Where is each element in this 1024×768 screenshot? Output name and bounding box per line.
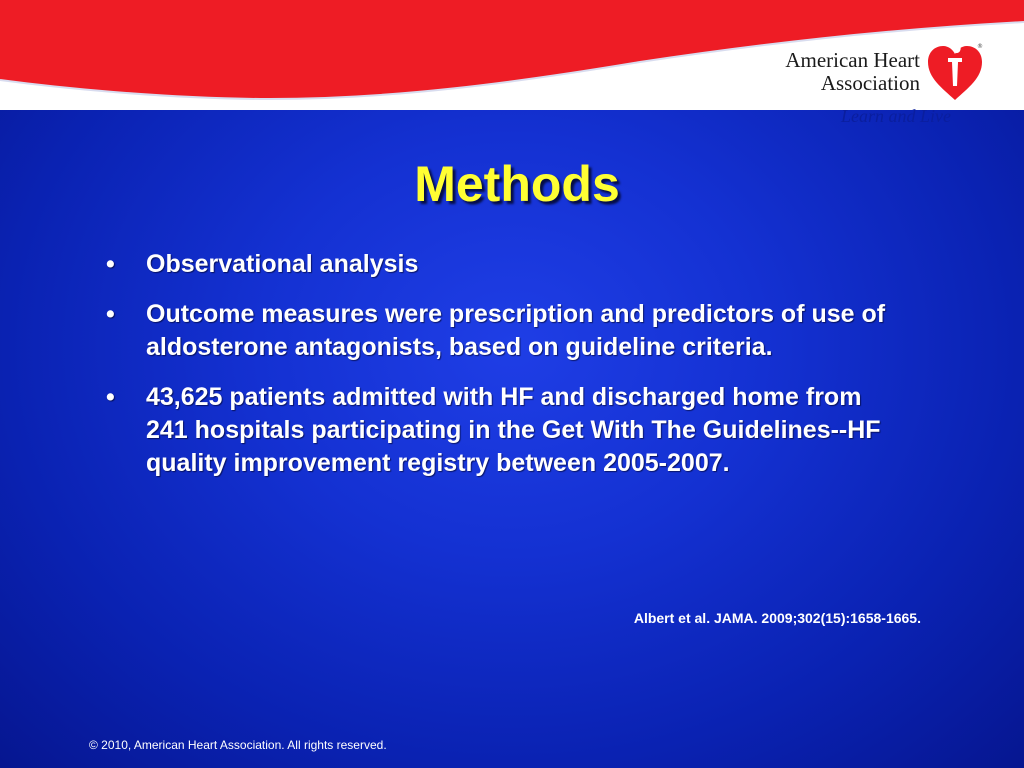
logo-tagline: Learn and Live	[841, 106, 951, 126]
aha-logo	[762, 38, 1002, 133]
bullet-item	[104, 298, 904, 364]
bullet-text: Outcome measures were prescription and predictors of use of aldosterone antagonists, based on guideline criteria.	[146, 300, 886, 361]
bullet-dot-icon: •	[106, 383, 115, 411]
slide-title: Methods	[414, 156, 620, 212]
logo-text-line1: American Heart	[785, 48, 920, 72]
citation: Albert et al. JAMA. 2009;302(15):1658-1665.	[633, 610, 921, 626]
bullet-item	[104, 248, 904, 281]
logo-text-line2: Association	[820, 71, 920, 95]
bullet-item	[104, 381, 904, 480]
bullet-text: 43,625 patients admitted with HF and discharged home from 241 hospitals participating in the Get With The Guidelines--HF quality improvement registry between 2005-2007.	[146, 383, 881, 477]
bullet-list	[104, 248, 904, 497]
svg-text:®: ®	[977, 43, 983, 50]
heart-torch-icon	[924, 38, 986, 104]
bullet-dot-icon: •	[106, 300, 115, 328]
bullet-text: Observational analysis	[146, 250, 419, 278]
bullet-dot-icon: •	[106, 250, 115, 278]
copyright-notice: © 2010, American Heart Association. All rights reserved.	[89, 738, 387, 752]
